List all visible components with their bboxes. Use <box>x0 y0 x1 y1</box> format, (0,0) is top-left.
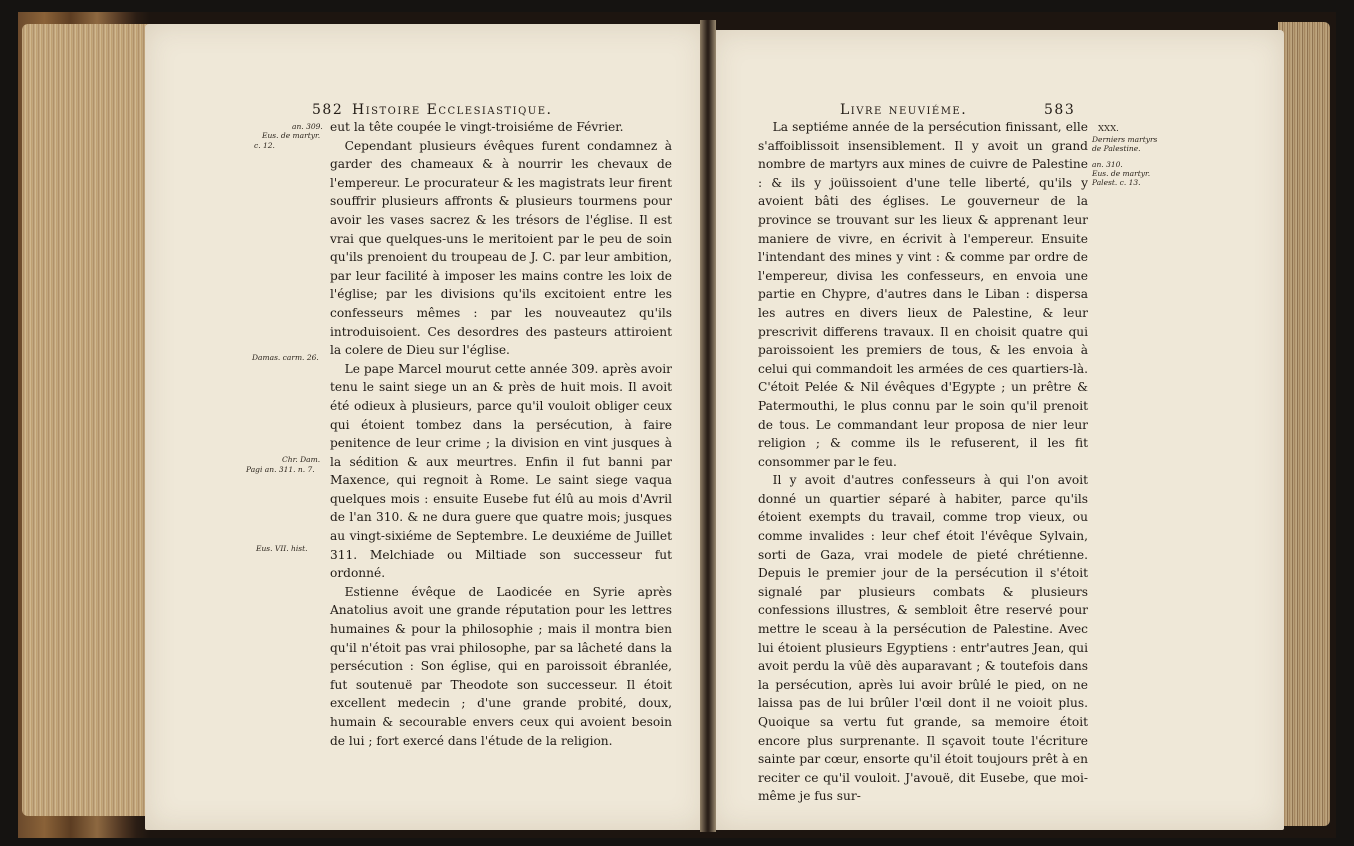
paragraph: Cependant plusieurs évêques furent condamnez à garder des chameaux & à nourrir les chevaux de l'empereur. Le procurateur & les magistrats leur firent souffrir plusieurs affronts & plusieurs tourmens pour avoir les vases sacrez & les trésors de l'église. Il est vrai que quelques-uns le meritoient par le peu de soin qu'ils prenoient du troupeau de J. C. par leur ambition, par leur facilité à imposer les mains contre les loix de l'église; par les divisions qu'ils excitoient entre les confesseurs mêmes : par les nouveautez qu'ils introduisoient. Ces desordres des pasteurs attiroient la colere de Dieu sur l'église. <box>330 138 672 358</box>
margin-note: Damas. carm. 26. <box>252 353 319 362</box>
left-page-text <box>330 118 672 750</box>
paragraph: eut la tête coupée le vingt-troisiéme de Février. <box>330 120 624 134</box>
right-page-text <box>758 118 1088 806</box>
paragraph: Estienne évêque de Laodicée en Syrie après Anatolius avoit une grande réputation pour les lettres humaines & pour la philosophie ; mais il montra bien qu'il n'étoit pas vrai philosophe, par sa lâcheté dans la persécution : Son église, qui en paroissoit ébranlée, fut soutenuë par Theodote son successeur. Il étoit excellent medecin ; d'une grande probité, doux, humain & secourable envers ceux qui avoient besoin de lui ; fort exercé dans l'étude de la religion. <box>330 584 672 748</box>
page-edges-right <box>1278 22 1330 826</box>
margin-note: Palest. c. 13. <box>1092 178 1141 187</box>
left-running-head: Histoire Ecclesiastique. <box>352 102 553 118</box>
left-page-number: 582 <box>312 102 344 118</box>
margin-note: Eus. de martyr. <box>1092 169 1151 178</box>
margin-note: de Palestine. <box>1092 144 1141 153</box>
margin-note: an. 309. <box>292 122 323 131</box>
margin-note: Eus. de martyr. <box>262 131 321 140</box>
margin-note: Chr. Dam. <box>282 455 321 464</box>
margin-note: c. 12. <box>254 141 275 150</box>
margin-note: Eus. VII. hist. <box>256 544 308 553</box>
right-page-number: 583 <box>1044 102 1076 118</box>
right-running-head: Livre neuviéme. <box>840 102 968 118</box>
margin-note: Pagi an. 311. n. 7. <box>246 465 315 474</box>
page-edges-left <box>22 24 150 816</box>
margin-note: an. 310. <box>1092 160 1123 169</box>
book-gutter <box>700 20 716 832</box>
paragraph: Il y avoit d'autres confesseurs à qui l'on avoit donné un quartier séparé à habiter, parce qu'ils étoient exempts du travail, comme trop vieux, ou comme invalides : leur chef étoit l'évêque Sylvain, sorti de Gaza, vrai modele de pieté chrétienne. Depuis le premier jour de la persécution il s'étoit signalé par plusieurs combats & plusieurs confessions illustres, & sembloit être reservé pour mettre le sceau à la persécution de Palestine. Avec lui étoient plusieurs Egyptiens : entr'autres Jean, qui avoit perdu la vûë dès auparavant ; & toutefois dans la persécution, après lui avoir brûlé le pied, on ne laissa pas de lui brûler l'œil dont il ne voioit plus. Quoique sa vertu fut grande, sa memoire étoit encore plus surprenante. Il sçavoit toute l'écriture sainte par cœur, ensorte qu'il étoit toujours prêt à en reciter ce qu'il vouloit. J'avouë, dit Eusebe, que moi-même je fus sur- <box>758 473 1088 804</box>
paragraph: La septiéme année de la persécution finissant, elle s'affoiblissoit insensiblement. Il y avoit un grand nombre de martyrs aux mines de cuivre de Palestine : & ils y joüissoient d'une telle liberté, qu'ils y avoient bâti des églises. Le gouverneur de la province se trouvant sur les lieux & apprenant leur maniere de vivre, en écrivit à l'empereur. Ensuite l'intendant des mines y vint : & comme par ordre de l'empereur, divisa les confesseurs, en envoia une partie en Chypre, d'autres dans le Liban : dispersa les autres en divers lieux de Palestine, & leur prescrivit differens travaux. Il en choisit quatre qui paroissoient les premiers de tous, & les envoia à celui qui commandoit les armées de ces quartiers-là. C'étoit Pelée & Nil évêques d'Egypte ; un prêtre & Patermouthi, le plus connu par le soin qu'il prenoit de tous. Le commandant leur proposa de nier leur religion ; & comme ils le refuserent, il les fit consommer par le feu. <box>758 120 1088 469</box>
margin-note: Derniers martyrs <box>1092 135 1158 144</box>
paragraph: Le pape Marcel mourut cette année 309. après avoir tenu le saint siege un an & près de huit mois. Il avoit été odieux à plusieurs, parce qu'il vouloit obliger ceux qui étoient tombez dans la persécution, à faire penitence de leur crime ; la division en vint jusques à la sédition & aux meurtres. Enfin il fut banni par Maxence, qui regnoit à Rome. Le saint siege vaqua quelques mois : ensuite Eusebe fut élû au mois d'Avril de l'an 310. & ne dura guere que quatre mois; jusques au vingt-sixiéme de Septembre. Le deuxiéme de Juillet 311. Melchiade ou Miltiade son successeur fut ordonné. <box>330 361 672 581</box>
margin-note: XXX. <box>1098 124 1119 134</box>
